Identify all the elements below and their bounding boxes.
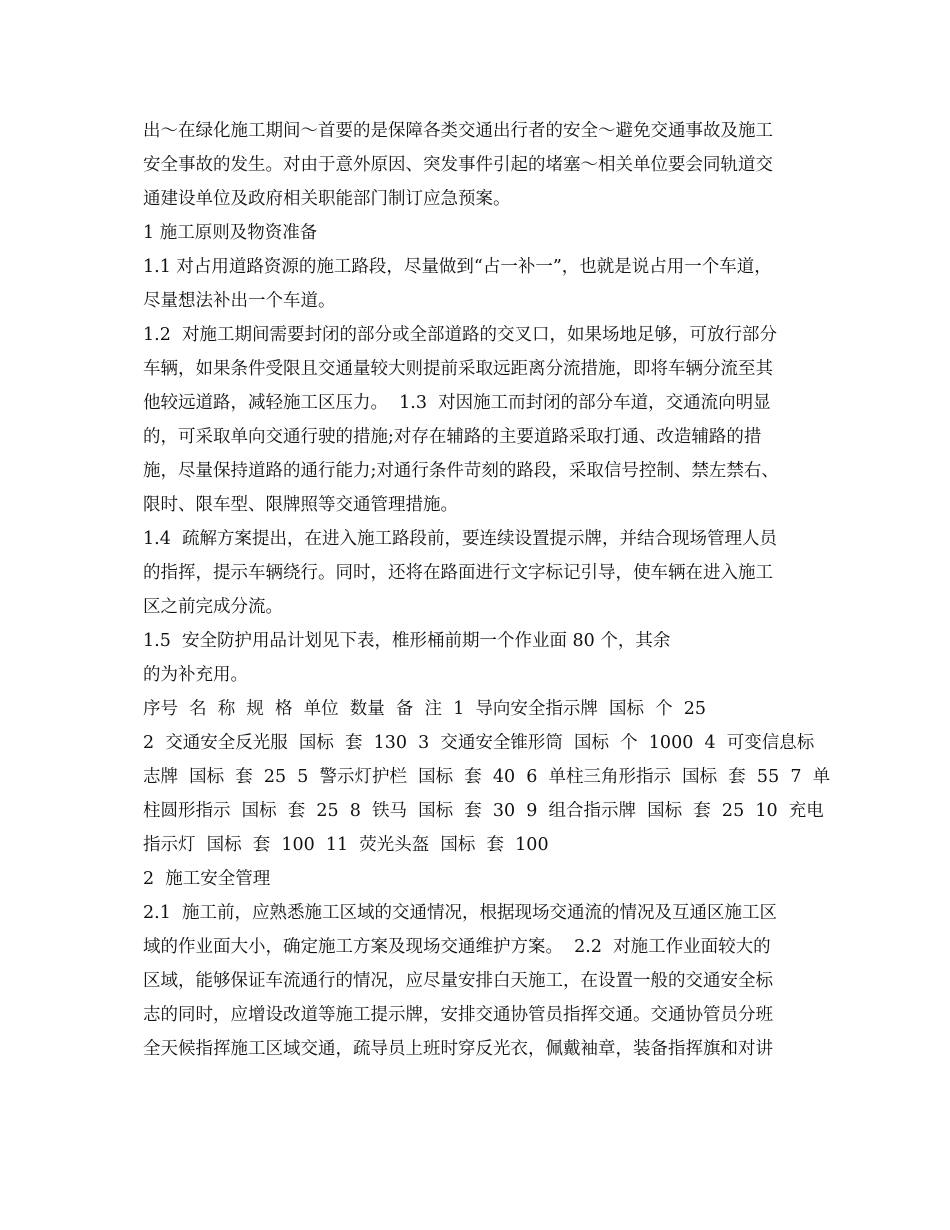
text-line-5: 1.1 对占用道路资源的施工路段，尽量做到“占一补一”，也就是说占用一个车道， xyxy=(143,257,772,277)
text-line-17: 的为补充用。 xyxy=(143,665,248,685)
body-text xyxy=(143,114,831,1066)
text-line-26: 区域，能够保证车流通行的情况，应尽量安排白天施工，在设置一般的交通安全标 xyxy=(143,971,773,991)
table-text-line-2: 2 交通安全反光服 国标 套 130 3 交通安全锥形筒 国标 个 1000 4 可变信息标 xyxy=(143,733,815,753)
text-line-15: 区之前完成分流。 xyxy=(143,597,283,617)
text-line-8: 车辆，如果条件受限且交通量较大则提前采取远距离分流措施，即将车辆分流至其 xyxy=(143,359,773,379)
text-line-6: 尽量想法补出一个车道。 xyxy=(143,291,336,311)
table-text-line-4: 柱圆形指示 国标 套 25 8 铁马 国标 套 30 9 组合指示牌 国标 套 25 10 充电 xyxy=(143,801,824,821)
text-line-1: 出～在绿化施工期间～首要的是保障各类交通出行者的安全～避免交通事故及施工 xyxy=(143,121,773,141)
text-line-2: 安全事故的发生。对由于意外原因、突发事件引起的堵塞～相关单位要会同轨道交 xyxy=(143,155,773,175)
text-line-11: 施，尽量保持道路的通行能力;对通行条件苛刻的路段，采取信号控制、禁左禁右、 xyxy=(143,461,779,481)
text-line-12: 限时、限车型、限牌照等交通管理措施。 xyxy=(143,495,458,515)
text-line-16: 1.5 安全防护用品计划见下表，椎形桶前期一个作业面 80 个，其余 xyxy=(143,631,671,651)
section-heading-2: 2 施工安全管理 xyxy=(143,869,271,889)
text-line-9: 他较远道路，减轻施工区压力。 1.3 对因施工而封闭的部分车道，交通流向明显 xyxy=(143,393,771,413)
section-heading-1: 1 施工原则及物资准备 xyxy=(143,223,318,243)
text-line-24: 2.1 施工前，应熟悉施工区域的交通情况，根据现场交通流的情况及互通区施工区 xyxy=(143,903,777,923)
text-line-3: 通建设单位及政府相关职能部门制订应急预案。 xyxy=(143,189,511,209)
text-line-10: 的，可采取单向交通行驶的措施;对存在辅路的主要道路采取打通、改造辅路的措 xyxy=(143,427,762,447)
text-line-14: 的指挥，提示车辆绕行。同时，还将在路面进行文字标记引导，使车辆在进入施工 xyxy=(143,563,773,583)
table-text-line-3: 志牌 国标 套 25 5 警示灯护栏 国标 套 40 6 单柱三角形指示 国标 套 55 7 单 xyxy=(143,767,831,787)
text-line-7: 1.2 对施工期间需要封闭的部分或全部道路的交叉口，如果场地足够，可放行部分 xyxy=(143,325,777,345)
text-line-28: 全天候指挥施工区域交通，疏导员上班时穿反光衣，佩戴袖章，装备指挥旗和对讲 xyxy=(143,1039,773,1059)
text-line-25: 域的作业面大小，确定施工方案及现场交通维护方案。 2.2 对施工作业面较大的 xyxy=(143,937,771,957)
table-text-line-5: 指示灯 国标 套 100 11 荧光头盔 国标 套 100 xyxy=(143,835,549,855)
table-text-line-1: 序号 名 称 规 格 单位 数量 备 注 1 导向安全指示牌 国标 个 25 xyxy=(143,699,707,719)
text-line-27: 志的同时，应增设改道等施工提示牌，安排交通协管员指挥交通。交通协管员分班 xyxy=(143,1005,773,1025)
text-line-13: 1.4 疏解方案提出，在进入施工路段前，要连续设置提示牌，并结合现场管理人员 xyxy=(143,529,777,549)
